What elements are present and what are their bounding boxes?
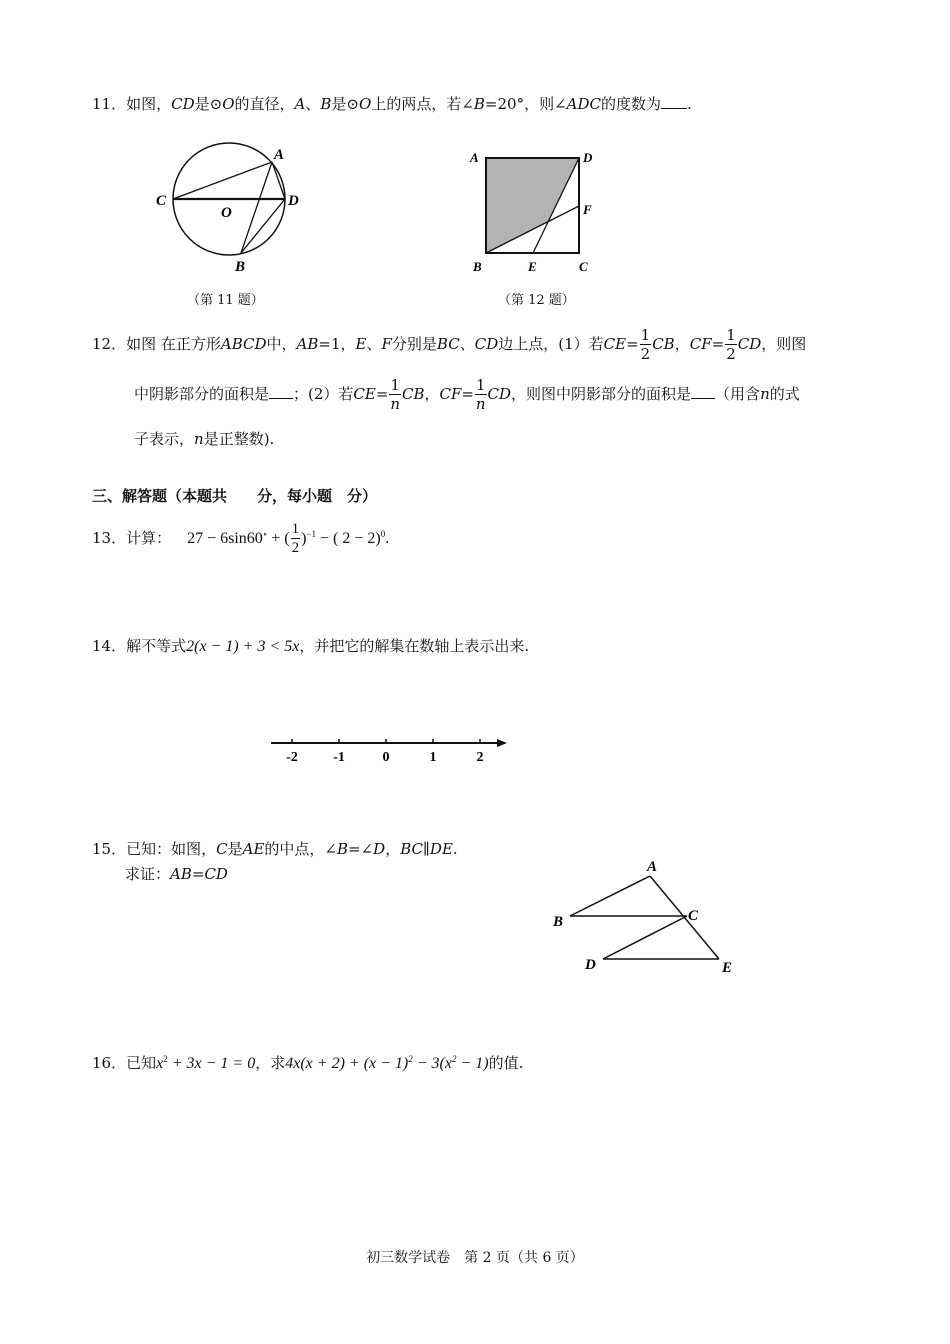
q12-text: 、 [366,335,382,353]
number-line-tick-label: 0 [382,750,390,765]
expr-part: x [156,1055,164,1072]
question-number: 14． [92,637,127,655]
label-b: B [235,259,246,275]
label-e: E [722,960,733,976]
shaded-region [486,158,579,253]
fraction-one-half [291,522,301,556]
q12-text: （用含 [715,385,761,403]
q12-text: 边上点，(1）若 [498,335,604,353]
number-line-tick-label: -1 [333,750,345,765]
q14-text: 解不等式 [126,637,187,655]
q12-text: 分别是 [391,335,437,353]
q15-var: C [216,840,228,858]
label-a: A [647,859,658,875]
q13-text: 计算： [126,529,172,547]
numerator: 1 [726,326,736,344]
label-c: C [579,259,588,274]
q15-text: 是 [227,840,243,858]
segment-cd [603,916,687,959]
q12-text: 如图 在正方形 [126,335,221,353]
q12-var: ABCD [220,335,267,353]
q16-text: 的值. [488,1054,524,1072]
label-a: A [470,150,479,165]
label-e: E [528,259,537,274]
numerator: 1 [475,376,486,394]
q11-text: 如图， [126,95,172,113]
q11-var: O [359,95,372,113]
q12-var: n [194,430,204,448]
fraction-one-over-n [475,378,487,412]
question-12-line-2 [134,376,800,412]
q11-var: A [294,95,306,113]
q15-text: 求证： [125,865,171,883]
number-line-tick-label: 1 [429,750,437,765]
question-15-line-2 [125,865,228,883]
q12-text: 中阴影部分的面积是 [134,385,270,403]
q12-text: ，则图中阴影部分的面积是 [511,385,692,403]
question-number: 15． [92,840,127,858]
expr-part: 4x(x + 2) + (x − 1) [285,1055,409,1072]
q15-var: BC [400,840,423,858]
q12-var: CD [474,335,499,353]
label-c: C [688,908,699,924]
question-number: 16． [92,1054,127,1072]
q12-text: = [461,385,474,403]
q12-var: CD [737,335,762,353]
label-d: D [583,150,593,165]
fraction-one-half [725,328,737,362]
degree-sign: ∘ [262,529,268,539]
q16-text: 已知 [126,1054,157,1072]
figure-12-caption: （第 12 题） [498,293,575,308]
q16-text: ，求 [255,1054,286,1072]
question-number: 12． [92,335,127,353]
q12-text: ；(2）若 [293,385,354,403]
label-a: A [274,147,285,163]
denominator: 2 [726,345,736,363]
question-number: 11． [92,95,127,113]
q12-text: = [711,335,725,353]
question-12-line-1 [92,326,806,362]
expr-part: ) [301,530,307,547]
question-15-line-1 [92,840,458,858]
q11-text: . [687,95,692,113]
q11-var: CD [171,95,195,113]
question-11 [92,94,692,113]
chord-ca [173,162,272,199]
q11-text: 的直径， [234,95,295,113]
q15-var: AB=CD [170,865,228,883]
label-o: O [221,205,232,221]
figure-15-triangles [545,852,750,982]
answer-blank[interactable] [269,384,293,399]
fraction-one-over-n [389,378,401,412]
q12-text: 的式 [769,385,800,403]
q16-given [156,1055,255,1072]
q12-var: CB [652,335,675,353]
q12-text: = [375,385,389,403]
q12-text: 、 [459,335,475,353]
q15-text: ， [385,840,401,858]
section-heading: 三、解答题（本题共 分，每小题 分） [92,487,378,505]
q11-text: 、 [305,95,321,113]
label-d: D [288,193,299,209]
expr-part: + ( [267,530,290,547]
label-b: B [473,259,482,274]
figure-11-circle [150,140,320,280]
exponent: −1 [306,529,316,539]
q12-text: ，则图 [761,335,807,353]
q12-text: =1， [318,335,356,353]
question-16 [92,1054,523,1073]
q15-text: =∠ [348,840,374,858]
exponent: 2 [408,1054,413,1064]
q11-text: 是⊙ [331,95,359,113]
answer-blank[interactable] [691,384,715,399]
segment-ab [570,876,650,916]
label-d: D [585,957,596,973]
q11-var: ADC [566,95,601,113]
q12-var: CE [353,385,376,403]
q12-var: n [760,385,770,403]
expr-part: + 3x − 1 = 0 [167,1055,256,1072]
expr-part: − 3(x [412,1055,452,1072]
page-footer: 初三数学试卷 第 2 页（共 6 页） [366,1250,584,1266]
question-14 [92,637,529,656]
question-12-line-3 [134,430,274,448]
expr-part: − 1) [456,1055,489,1072]
q12-var: BC [436,335,460,353]
numerator: 1 [640,326,651,344]
number-line-arrow [497,739,507,747]
q15-text: 已知：如图， [126,840,217,858]
q15-var: DE [429,840,453,858]
label-f: F [583,202,592,217]
q11-text: 的度数为 [601,95,662,113]
q12-var: CD [487,385,512,403]
q15-var: AE [242,840,265,858]
number-line[interactable] [265,730,515,770]
q12-var: CE [603,335,627,353]
denominator: n [390,395,401,413]
exponent: 2 [163,1054,168,1064]
exponent: 2 [451,1054,457,1064]
q11-text: =20°，则∠ [484,95,567,113]
chord-ad [272,162,285,199]
label-b: B [553,914,564,930]
expr-part: − ( 2 − 2) [316,530,381,547]
q14-text: ，并把它的解集在数轴上表示出来. [299,637,530,655]
exponent: 0 [380,529,386,539]
number-line-tick-label: -2 [286,750,298,765]
figure-12-square [464,144,614,284]
q11-var: B [320,95,332,113]
q12-text: 中， [266,335,297,353]
q15-var: B [336,840,349,858]
q12-text: ， [674,335,690,353]
q15-text: . [452,840,458,858]
q15-var: D [373,840,386,858]
q15-text: ∥ [422,840,430,858]
numerator: 1 [291,521,300,538]
q11-var: O [222,95,235,113]
q11-var: B [473,95,485,113]
label-c: C [156,193,167,209]
q12-text: ， [424,385,440,403]
fraction-one-half [640,328,652,362]
question-13 [92,514,389,559]
q16-target [285,1055,488,1072]
answer-blank[interactable] [661,94,687,109]
q14-expression: 2(x − 1) + 3 < 5x [186,638,300,655]
q12-var: E [355,335,367,353]
expr-part: 27 − 6sin60 [187,530,263,547]
denominator: 2 [291,540,300,557]
q12-var: F [381,335,392,353]
q12-text: 子表示， [134,430,195,448]
expr-part: . [385,530,390,547]
q13-expression [187,521,390,557]
question-number: 13． [92,529,127,547]
q12-var: CB [401,385,425,403]
q15-text: 的中点，∠ [264,840,337,858]
q12-var: CF [689,335,712,353]
figure-11-caption: （第 11 题） [187,293,264,308]
numerator: 1 [390,376,400,394]
q11-text: 是⊙ [194,95,223,113]
q12-text: 是正整数). [203,430,275,448]
denominator: 2 [640,345,651,363]
q11-text: 上的两点，若∠ [371,95,474,113]
q12-text: = [626,335,639,353]
denominator: n [475,395,486,413]
number-line-tick-label: 2 [476,750,484,765]
q12-var: CF [439,385,462,403]
q12-var: AB [296,335,319,353]
